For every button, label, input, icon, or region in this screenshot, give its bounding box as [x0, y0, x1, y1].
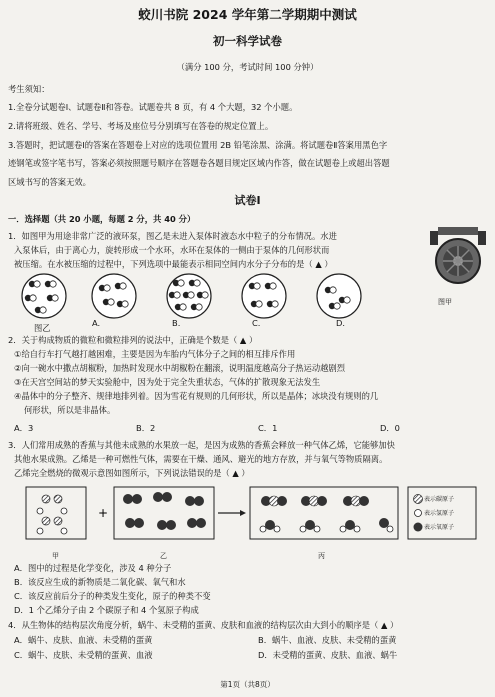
- label-yi: 乙: [160, 552, 167, 560]
- q2-option: D．0: [380, 423, 400, 433]
- q2-option: A．3: [14, 423, 34, 433]
- q4-option: B．蜗牛、血液、皮肤、未受精的蛋黄: [258, 635, 397, 645]
- q3-option: C．该反应前后分子的种类发生变化，原子的种类不变: [14, 591, 211, 601]
- q2-option: C．1: [258, 423, 278, 433]
- q2-statement: ③在天宫空间站的梦天实验舱中，因为处于完全失重状态，气体的扩散现象无法发生: [14, 377, 321, 387]
- option-figure-a: [92, 274, 136, 318]
- liquid-ring-pump-figure: [426, 225, 490, 295]
- option-figure-b: [167, 274, 211, 318]
- notice-heading: 考生须知：: [8, 84, 50, 94]
- label-bing: 丙: [318, 552, 325, 560]
- fig-caption: 图甲: [438, 298, 452, 306]
- q4-option: C．蜗牛、皮肤、未受精的蛋黄、血液: [14, 650, 153, 660]
- q1-line: 入泵体后，由于离心力，旋转形成一个水环，水环在泵体的一侧由于泵体的几何形状而: [14, 245, 330, 255]
- q4-option: D．未受精的蛋黄、皮肤、血液、蜗牛: [258, 650, 398, 660]
- legend-carbon: 表示碳原子: [424, 496, 455, 503]
- notice-item: 2.请将班级、姓名、学号、考场及座位号分别填写在答卷的规定位置上。: [8, 121, 274, 131]
- q3-line: 其他水果成熟。乙烯是一种可燃性气体，需要在干燥、通风、避光的地方存放，并与氧气等物质隔离。: [14, 454, 388, 464]
- legend-oxygen: 表示氧原子: [424, 524, 455, 531]
- q2-statement: 何形状，所以是非晶体。: [24, 405, 116, 415]
- q2-statement: ②向一碗水中撒点胡椒粉，加热时发现水中胡椒粉在翻滚，说明温度越高分子热运动越剧烈: [14, 363, 346, 373]
- notice-item: 3.答题时，把试题卷Ⅰ的答案在答题卷上对应的选项位置用 2B 铅笔涂黑、涂满。将试题卷Ⅱ答案用黑色字: [8, 140, 388, 150]
- page-footer: 第1页（共8页）: [220, 680, 275, 689]
- legend-hydrogen: 表示氢原子: [424, 510, 455, 517]
- q3-line: 乙烯完全燃烧的微观示意图如图所示，下列说法错误的是（ ▲ ）: [14, 468, 250, 478]
- q1-option-a-label: A.: [92, 318, 101, 328]
- fig-caption: 图乙: [34, 323, 51, 333]
- notice-item: 迹钢笔或签字笔书写，答案必须按照题号顺序在答题卷各题目规定区域内作答，做在试题卷上或超出答题: [8, 158, 390, 168]
- exam-title: 初一科学试卷: [213, 34, 282, 48]
- q3-line: 3．人们常用成熟的香蕉与其他未成熟的水果放一起，是因为成熟的香蕉会释放一种气体乙烯，它能够加快: [8, 440, 395, 450]
- q1-option-figures: [14, 270, 364, 330]
- q2-option: B．2: [136, 423, 156, 433]
- q1-option-c-label: C.: [252, 318, 261, 328]
- q3-option: D．1 个乙烯分子由 2 个碳原子和 4 个氢原子构成: [14, 605, 199, 615]
- notice-item: 区域书写的答案无效。: [8, 177, 91, 187]
- school-title: 蛟川书院 2024 学年第二学期期中测试: [138, 7, 357, 22]
- q3-option: B．该反应生成的新物质是二氧化碳、氧气和水: [14, 577, 186, 587]
- ethylene-combustion-diagram: [18, 483, 478, 549]
- q2-statement: ④晶体中的分子整齐、规律地排列着。因为雪花有规则的几何形状，所以是晶体；冰块没有规则的几: [14, 391, 379, 401]
- q2-statement: ①给自行车打气越打越困难，主要是因为车胎内气体分子之间的相互排斥作用: [14, 349, 296, 359]
- q3-option: A．图中的过程是化学变化，涉及 4 种分子: [14, 563, 172, 573]
- label-jia: 甲: [52, 552, 59, 560]
- q4-option: A．蜗牛、皮肤、血液、未受精的蛋黄: [14, 635, 153, 645]
- q1-option-d-label: D.: [336, 318, 346, 328]
- notice-item: 1.全卷分试题卷Ⅰ、试题卷Ⅱ和答卷。试题卷共 8 页，有 4 个大题，32 个小题。: [8, 102, 298, 112]
- q1-option-b-label: B.: [172, 318, 181, 328]
- section-heading: 一．选择题（共 20 小题，每题 2 分，共 40 分）: [8, 214, 196, 224]
- q1-line: 被压缩。在水被压缩的过程中，下列选项中最能表示相同空间内水分子分布的是（ ▲ ）: [14, 259, 333, 269]
- option-figure-d: [317, 274, 361, 318]
- score-info: （满分 100 分，考试时间 100 分钟）: [176, 62, 319, 72]
- paper-title: 试卷Ⅰ: [234, 194, 261, 207]
- q2-stem: 2．关于构成物质的微粒和微粒排列的说法中，正确是个数是（ ▲ ）: [8, 335, 258, 345]
- q1-line: 1．如图甲为用途非常广泛的液环泵，图乙是未进入泵体时液态水中粒子的分布情况。水进: [8, 231, 337, 241]
- q4-stem: 4．从生物体的结构层次角度分析，蜗牛、未受精的蛋黄、皮肤和血液的结构层次由大到小的顺序是（ ▲ ）: [8, 620, 399, 630]
- svg-text:+: +: [98, 506, 109, 520]
- option-figure-yi: [22, 274, 66, 318]
- option-figure-c: [242, 274, 286, 318]
